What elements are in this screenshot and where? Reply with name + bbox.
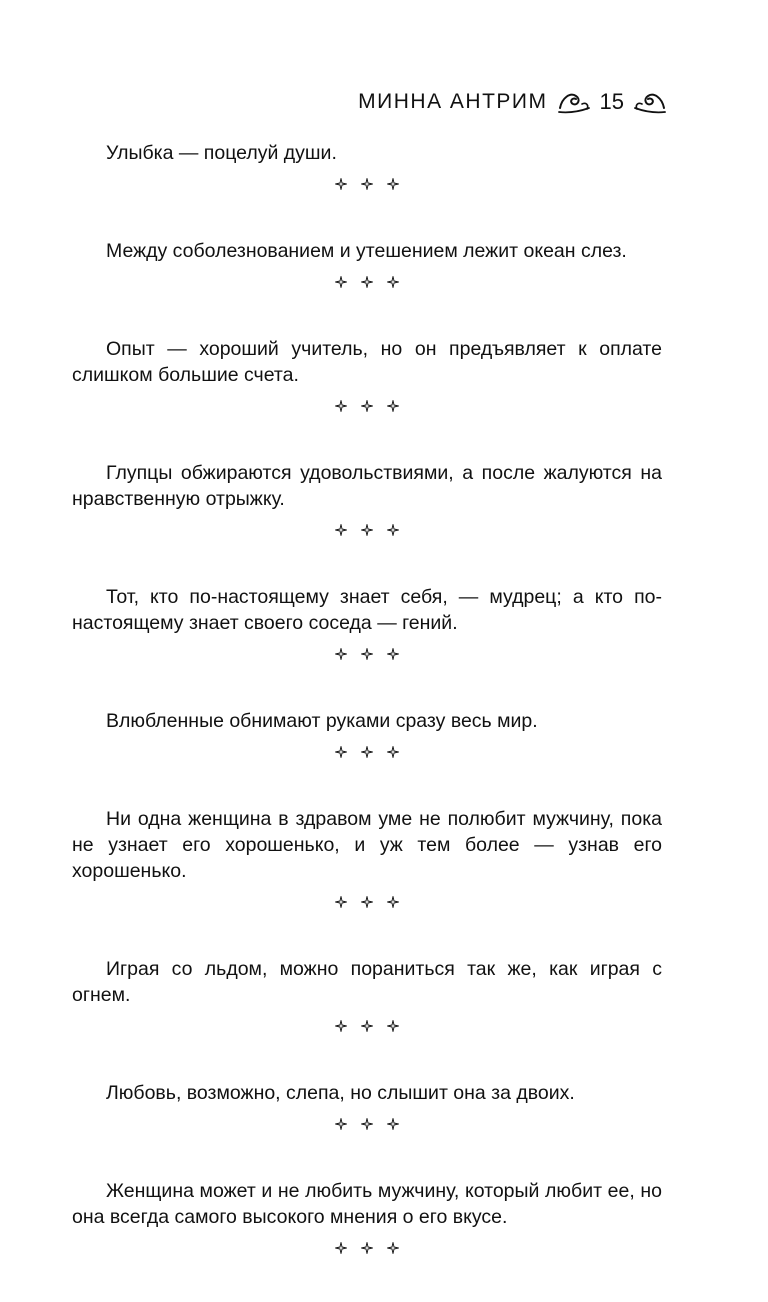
four-point-star-icon [335,896,347,910]
four-point-star-icon [387,178,399,192]
aphorism-text: Между соболезнованием и утешением лежит океан слез. [106,240,627,262]
four-point-star-icon [335,746,347,760]
page-number: 15 [599,89,624,114]
four-point-star-icon [361,400,373,414]
four-point-star-icon [335,1118,347,1132]
aphorism-list [72,140,662,1302]
section-separator [72,524,662,538]
four-point-star-icon [361,1242,373,1256]
four-point-star-icon [335,178,347,192]
aphorism-text: Опыт — хороший учитель, но он предъявляет к оплате слишком большие счета. [72,338,662,386]
four-point-star-icon [387,648,399,662]
page-header [358,86,668,118]
four-point-star-icon [335,648,347,662]
author-name: МИННА АНТРИМ [358,90,548,113]
aphorism-text: Ни одна женщина в здравом уме не полюбит мужчину, пока не узнает его хорошенько, и уж тем более — узнав его хорошенько. [72,808,662,882]
section-separator [72,1020,662,1034]
four-point-star-icon [361,648,373,662]
four-point-star-icon [361,276,373,290]
four-point-star-icon [361,896,373,910]
section-separator [72,1242,662,1256]
four-point-star-icon [361,746,373,760]
section-separator [72,1118,662,1132]
four-point-star-icon [387,746,399,760]
four-point-star-icon [387,524,399,538]
four-point-star-icon [335,400,347,414]
four-point-star-icon [387,400,399,414]
section-separator [72,400,662,414]
four-point-star-icon [387,276,399,290]
four-point-star-icon [335,524,347,538]
four-point-star-icon [335,1242,347,1256]
section-separator [72,746,662,760]
aphorism-text: Играя со льдом, можно пораниться так же, как играя с огнем. [72,958,662,1006]
aphorism-text: Улыбка — поцелуй души. [106,142,337,164]
aphorism-text: Глупцы обжираются удовольствиями, а после жалуются на нравственную отрыжку. [72,462,662,510]
section-separator [72,648,662,662]
four-point-star-icon [361,1118,373,1132]
curl-ornament-icon [632,86,668,118]
four-point-star-icon [361,524,373,538]
section-separator [72,276,662,290]
four-point-star-icon [335,1020,347,1034]
four-point-star-icon [361,178,373,192]
curl-ornament-icon [556,86,592,118]
aphorism-text: Тот, кто по-настоящему знает себя, — мудрец; а кто по-настоящему знает своего соседа — гений. [72,586,662,634]
four-point-star-icon [335,276,347,290]
aphorism-text: Любовь, возможно, слепа, но слышит она за двоих. [106,1082,575,1104]
four-point-star-icon [387,1020,399,1034]
four-point-star-icon [387,1118,399,1132]
section-separator [72,896,662,910]
section-separator [72,178,662,192]
four-point-star-icon [387,1242,399,1256]
four-point-star-icon [387,896,399,910]
aphorism-text: Женщина может и не любить мужчину, который любит ее, но она всегда самого высокого мнения о его вкусе. [72,1180,662,1228]
aphorism-text: Влюбленные обнимают руками сразу весь мир. [106,710,538,732]
four-point-star-icon [361,1020,373,1034]
